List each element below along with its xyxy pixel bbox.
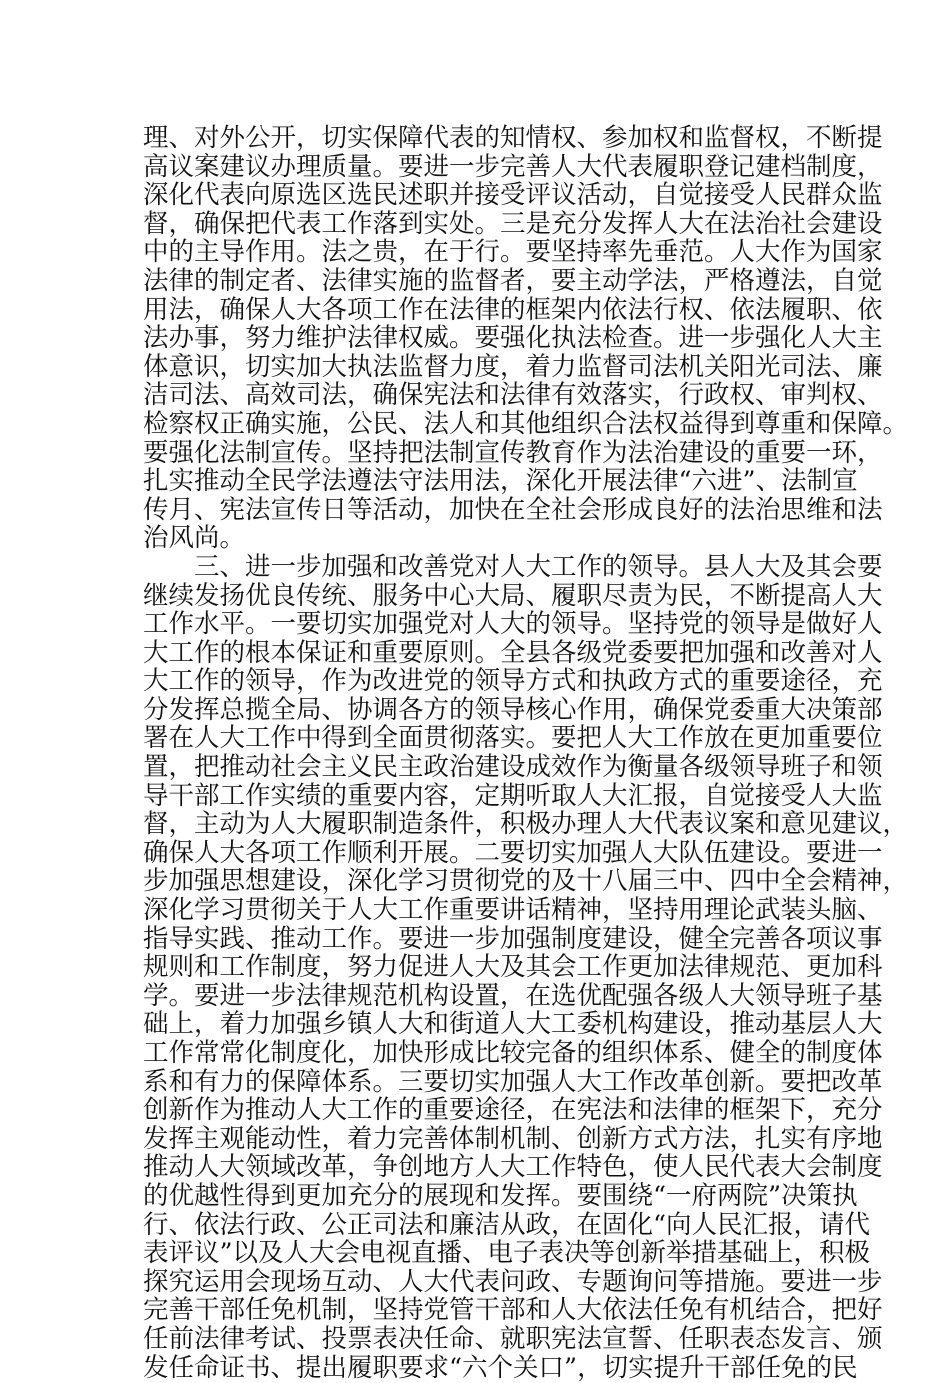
text-line: 督，主动为人大履职制造条件，积极办理人大代表议案和意见建议，: [143, 809, 909, 840]
text-line: 工作常常化制度化，加快形成比较完备的组织体系、健全的制度体: [143, 1038, 883, 1068]
text-line: 法办事，努力维护法律权威。要强化执法检查。进一步强化人大主: [143, 323, 883, 354]
text-line: 的优越性得到更加充分的展现和发挥。要围绕“一府两院”决策执: [143, 1180, 858, 1211]
text-line: 治风尚。: [143, 523, 246, 554]
text-line: 步加强思想建设，深化学习贯彻党的及十八届三中、四中全会精神，: [143, 866, 909, 897]
text-line: 完善干部任免机制，坚持党管干部和人大依法任免有机结合，把好: [143, 1295, 883, 1326]
text-line: 础上，着力加强乡镇人大和街道人大工委机构建设，推动基层人大: [143, 1009, 883, 1040]
text-line: 扎实推动全民学法遵法守法用法，深化开展法律“六进”、法制宣: [143, 466, 858, 497]
text-line: 系和有力的保障体系。三要切实加强人大工作改革创新。要把改革: [143, 1066, 883, 1097]
text-line: 发任命证书、提出履职要求“六个关口”，切实提升干部任免的民: [143, 1352, 858, 1383]
text-line: 大工作的领导，作为改进党的领导方式和执政方式的重要途径，充: [143, 666, 883, 697]
text-line: 置，把推动社会主义民主政治建设成效作为衡量各级领导班子和领: [143, 752, 883, 783]
text-line: 高议案建议办理质量。要进一步完善人大代表履职登记建档制度，: [143, 151, 883, 182]
text-line: 三、进一步加强和改善党对人大工作的领导。县人大及其会要: [143, 551, 883, 582]
text-line: 发挥主观能动性，着力完善体制机制、创新方式方法，扎实有序地: [143, 1123, 883, 1154]
text-line: 工作水平。一要切实加强党对人大的领导。坚持党的领导是做好人: [143, 609, 883, 640]
text-line: 创新作为推动人大工作的重要途径，在宪法和法律的框架下，充分: [143, 1095, 883, 1126]
text-line: 深化学习贯彻关于人大工作重要讲话精神，坚持用理论武装头脑、: [143, 895, 883, 926]
text-line: 中的主导作用。法之贵，在于行。要坚持率先垂范。人大作为国家: [143, 237, 883, 268]
text-line: 大工作的根本保证和重要原则。全县各级党委要把加强和改善对人: [143, 637, 883, 668]
text-line: 确保人大各项工作顺利开展。二要切实加强人大队伍建设。要进一: [143, 837, 883, 868]
text-line: 体意识，切实加大执法监督力度，着力监督司法机关阳光司法、廉: [143, 351, 883, 382]
text-line: 学。要进一步法律规范机构设置，在选优配强各级人大领导班子基: [143, 980, 883, 1011]
text-line: 规则和工作制度，努力促进人大及其会工作更加法律规范、更加科: [143, 952, 883, 983]
text-line: 表评议”以及人大会电视直播、电子表决等创新举措基础上，积极: [143, 1238, 871, 1269]
text-line: 深化代表向原选区选民述职并接受评议活动，自觉接受人民群众监: [143, 180, 883, 211]
text-line: 理、对外公开，切实保障代表的知情权、参加权和监督权，不断提: [143, 123, 883, 153]
text-line: 指导实践、推动工作。要进一步加强制度建设，健全完善各项议事: [143, 923, 883, 954]
text-line: 传月、宪法宣传日等活动，加快在全社会形成良好的法治思维和法: [143, 494, 883, 525]
text-line: 洁司法、高效司法，确保宪法和法律有效落实，行政权、审判权、: [143, 380, 883, 411]
text-line: 法律的制定者、法律实施的监督者，要主动学法，严格遵法，自觉: [143, 265, 883, 296]
text-line: 导干部工作实绩的重要内容，定期听取人大汇报，自觉接受人大监: [143, 780, 883, 811]
text-line: 检察权正确实施，公民、法人和其他组织合法权益得到尊重和保障。: [143, 408, 909, 439]
text-line: 继续发扬优良传统、服务中心大局、履职尽责为民，不断提高人大: [143, 580, 883, 611]
text-line: 署在人大工作中得到全面贯彻落实。要把人大工作放在更加重要位: [143, 723, 883, 754]
text-line: 任前法律考试、投票表决任命、就职宪法宣誓、任职表态发言、颁: [143, 1323, 883, 1354]
text-line: 分发挥总揽全局、协调各方的领导核心作用，确保党委重大决策部: [143, 694, 883, 725]
text-line: 推动人大领域改革，争创地方人大工作特色，使人民代表大会制度: [143, 1152, 883, 1183]
text-line: 行、依法行政、公正司法和廉洁从政，在固化“向人民汇报，请代: [143, 1209, 871, 1240]
text-line: 探究运用会现场互动、人大代表问政、专题询问等措施。要进一步: [143, 1266, 883, 1297]
body-text: [143, 123, 909, 1383]
text-line: 用法，确保人大各项工作在法律的框架内依法行权、依法履职、依: [143, 294, 883, 325]
text-line: 要强化法制宣传。坚持把法制宣传教育作为法治建设的重要一环，: [143, 437, 883, 468]
text-line: 督，确保把代表工作落到实处。三是充分发挥人大在法治社会建设: [143, 208, 883, 239]
